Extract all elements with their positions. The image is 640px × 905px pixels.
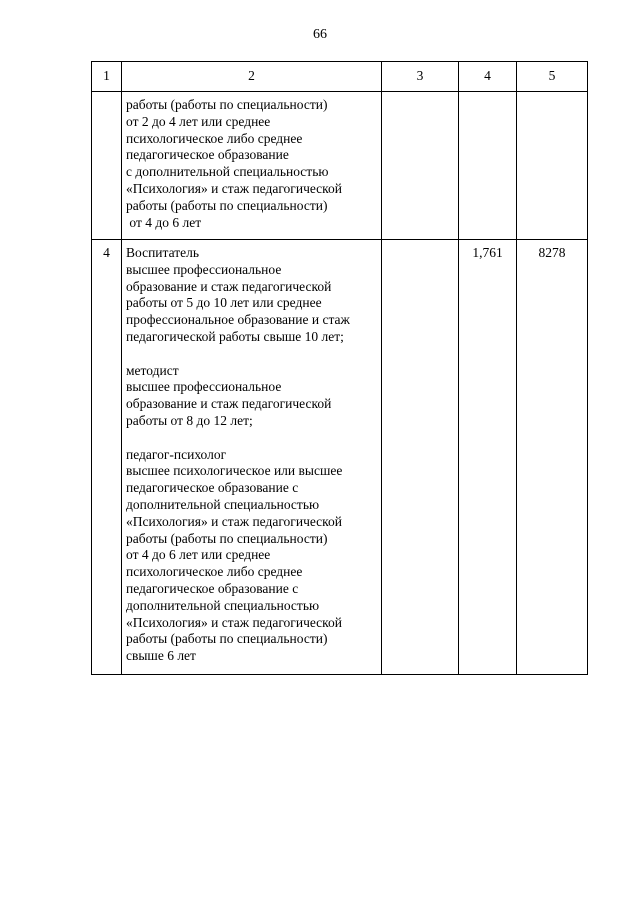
text-line: высшее профессиональное bbox=[126, 379, 282, 395]
text-line: работы (работы по специальности) bbox=[126, 631, 328, 647]
text-line: методист bbox=[126, 362, 179, 378]
text-line: педагогическое образование bbox=[126, 147, 289, 163]
text-line: от 4 до 6 лет или среднее bbox=[126, 547, 271, 563]
salary-table bbox=[91, 61, 588, 675]
text-line: педагогическое образование с bbox=[126, 480, 299, 496]
amount-cell: 8278 bbox=[517, 240, 588, 675]
text-line: высшее профессиональное bbox=[126, 261, 282, 277]
coefficient-cell bbox=[459, 92, 517, 240]
header-cell-3: 3 bbox=[382, 62, 459, 92]
text-line: «Психология» и стаж педагогической bbox=[126, 180, 343, 196]
requirements-block bbox=[122, 240, 381, 346]
text-line: образование и стаж педагогической bbox=[126, 278, 332, 294]
header-cell-1: 1 bbox=[92, 62, 122, 92]
row-number-cell: 4 bbox=[92, 240, 122, 675]
text-line: свыше 6 лет bbox=[126, 648, 196, 664]
block-gap bbox=[122, 430, 381, 447]
requirements-cell bbox=[122, 92, 382, 240]
text-line: профессиональное образование и стаж bbox=[126, 312, 350, 328]
table-row-continuation bbox=[92, 92, 588, 240]
text-line: от 4 до 6 лет bbox=[126, 214, 202, 230]
requirements-block bbox=[122, 363, 381, 430]
text-line: психологическое либо среднее bbox=[126, 564, 303, 580]
block-gap bbox=[122, 346, 381, 363]
header-cell-4: 4 bbox=[459, 62, 517, 92]
text-line: работы от 5 до 10 лет или среднее bbox=[126, 295, 322, 311]
text-line: педагогической работы свыше 10 лет; bbox=[126, 328, 344, 344]
header-cell-2: 2 bbox=[122, 62, 382, 92]
text-line: от 2 до 4 лет или среднее bbox=[126, 113, 271, 129]
page-number: 66 bbox=[313, 27, 327, 42]
text-line: «Психология» и стаж педагогической bbox=[126, 513, 343, 529]
requirements-block bbox=[122, 447, 381, 665]
requirements-text bbox=[122, 92, 381, 235]
text-line: высшее психологическое или высшее bbox=[126, 463, 343, 479]
row-number-cell bbox=[92, 92, 122, 240]
text-line: работы (работы по специальности) bbox=[126, 97, 328, 112]
text-line: педагогическое образование с bbox=[126, 580, 299, 596]
col3-cell bbox=[382, 92, 459, 240]
text-line: с дополнительной специальностью bbox=[126, 164, 329, 180]
requirements-cell bbox=[122, 240, 382, 675]
text-line: работы (работы по специальности) bbox=[126, 530, 328, 546]
text-line: педагог-психолог bbox=[126, 446, 227, 462]
amount-cell bbox=[517, 92, 588, 240]
text-line: образование и стаж педагогической bbox=[126, 396, 332, 412]
text-line: работы от 8 до 12 лет; bbox=[126, 412, 253, 428]
text-line: работы (работы по специальности) bbox=[126, 197, 328, 213]
text-line: психологическое либо среднее bbox=[126, 130, 303, 146]
table-header-row bbox=[92, 62, 588, 92]
text-line: дополнительной специальностью bbox=[126, 597, 320, 613]
text-line: «Психология» и стаж педагогической bbox=[126, 614, 343, 630]
col3-cell bbox=[382, 240, 459, 675]
header-cell-5: 5 bbox=[517, 62, 588, 92]
text-line: дополнительной специальностью bbox=[126, 496, 320, 512]
coefficient-cell: 1,761 bbox=[459, 240, 517, 675]
text-line: Воспитатель bbox=[126, 245, 200, 260]
table-row-4 bbox=[92, 240, 588, 675]
